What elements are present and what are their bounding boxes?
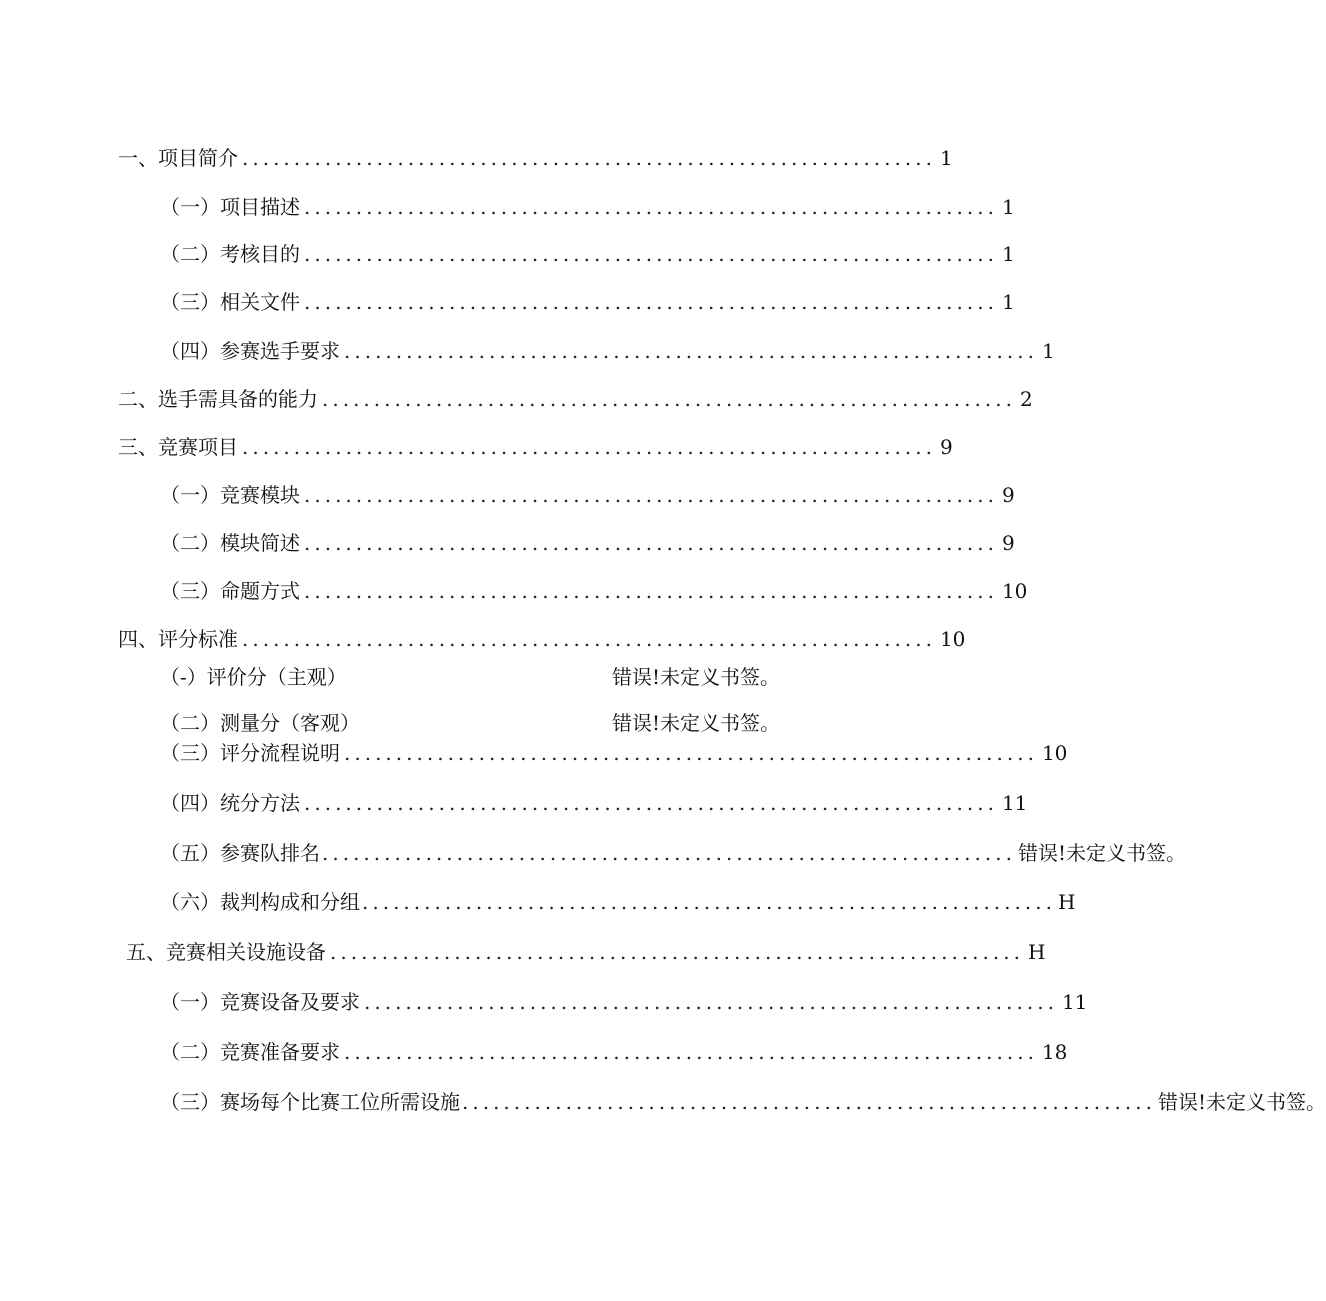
dot-leader: ................................................................... xyxy=(304,791,998,815)
toc-entry-page: 18 xyxy=(1041,1040,1068,1064)
toc-entry-label: （二）考核目的 xyxy=(160,242,300,266)
toc-entry-page: H xyxy=(1057,890,1076,914)
dot-leader: ................................................................... xyxy=(304,483,998,507)
toc-entry[interactable] xyxy=(126,939,1046,965)
toc-entry-label: （一）竞赛模块 xyxy=(160,483,300,507)
toc-entry-label: （一）项目描述 xyxy=(160,195,300,219)
dot-leader: ................................................................... xyxy=(344,339,1038,363)
toc-entry-label: 四、评分标准 xyxy=(118,627,238,651)
toc-entry-page: 1 xyxy=(1041,339,1055,363)
dot-leader: ................................................................... xyxy=(364,990,1058,1014)
toc-entry[interactable] xyxy=(160,1039,1068,1065)
toc-entry-page: H xyxy=(1027,940,1046,964)
toc-entry-page: 1 xyxy=(1001,290,1015,314)
dot-leader: ................................................................... xyxy=(242,627,936,651)
toc-entry-label: （三）相关文件 xyxy=(160,290,300,314)
toc-entry[interactable] xyxy=(160,578,1028,604)
toc-entry-page: 错误!未定义书签。 xyxy=(1017,841,1186,865)
toc-entry[interactable] xyxy=(118,386,1033,412)
toc-entry-label: 三、竞赛项目 xyxy=(118,435,238,459)
toc-entry[interactable] xyxy=(160,530,1015,556)
toc-entry[interactable] xyxy=(160,1089,1326,1115)
dot-leader: ................................................................... xyxy=(304,242,998,266)
toc-entry-page: 2 xyxy=(1019,387,1033,411)
toc-entry-label: （一）竞赛设备及要求 xyxy=(160,990,360,1014)
toc-entry-page: 错误!未定义书签。 xyxy=(611,711,780,735)
toc-entry[interactable] xyxy=(160,710,780,736)
toc-entry-page: 1 xyxy=(1001,195,1015,219)
toc-entry[interactable] xyxy=(118,434,953,460)
toc-entry-label: （三）命题方式 xyxy=(160,579,300,603)
toc-entry[interactable] xyxy=(118,626,966,652)
toc-entry-label: 五、竞赛相关设施设备 xyxy=(126,940,326,964)
toc-entry-page: 9 xyxy=(939,435,953,459)
toc-entry-page: 1 xyxy=(939,146,953,170)
toc-entry-page: 10 xyxy=(1041,741,1068,765)
toc-entry-label: （二）模块简述 xyxy=(160,531,300,555)
toc-entry[interactable] xyxy=(160,664,780,690)
toc-entry-label: （-）评价分（主观） xyxy=(160,665,347,689)
toc-entry[interactable] xyxy=(160,241,1015,267)
dot-leader: ................................................................... xyxy=(330,940,1024,964)
dot-leader: ................................................................... xyxy=(304,531,998,555)
toc-entry-page: 1 xyxy=(1001,242,1015,266)
toc-entry[interactable] xyxy=(160,338,1055,364)
toc-entry-page: 11 xyxy=(1061,990,1088,1014)
toc-entry-label: （三）评分流程说明 xyxy=(160,741,340,765)
dot-leader: ................................................................... xyxy=(344,1040,1038,1064)
toc-entry[interactable] xyxy=(160,289,1015,315)
dot-leader: ................................................................... xyxy=(304,579,998,603)
dot-leader: ................................................................... xyxy=(322,841,1016,865)
dot-leader: ................................................................... xyxy=(462,1090,1156,1114)
toc-entry-page: 错误!未定义书签。 xyxy=(1157,1090,1326,1114)
toc-entry[interactable] xyxy=(160,194,1015,220)
dot-leader: ................................................................... xyxy=(344,741,1038,765)
toc-entry-label: 一、项目简介 xyxy=(118,146,238,170)
toc-entry[interactable] xyxy=(160,740,1068,766)
toc-entry-label: （二）测量分（客观） xyxy=(160,711,360,735)
toc-entry[interactable] xyxy=(160,889,1076,915)
toc-entry-label: （三）赛场每个比赛工位所需设施 xyxy=(160,1090,460,1114)
dot-leader: ................................................................... xyxy=(304,290,998,314)
toc-entry-label: （五）参赛队排名 xyxy=(160,841,320,865)
toc-entry-page: 10 xyxy=(1001,579,1028,603)
toc-entry-label: 二、选手需具备的能力 xyxy=(118,387,318,411)
toc-entry[interactable] xyxy=(160,790,1028,816)
toc-entry-label: （四）参赛选手要求 xyxy=(160,339,340,363)
toc-entry-page: 10 xyxy=(939,627,966,651)
toc-entry[interactable] xyxy=(160,482,1015,508)
dot-leader: ................................................................... xyxy=(304,195,998,219)
dot-leader: ................................................................... xyxy=(242,146,936,170)
toc-entry[interactable] xyxy=(118,145,953,171)
toc-entry-label: （四）统分方法 xyxy=(160,791,300,815)
toc-entry-label: （六）裁判构成和分组 xyxy=(160,890,360,914)
dot-leader: ................................................................... xyxy=(362,890,1056,914)
toc-entry-page: 9 xyxy=(1001,531,1015,555)
toc-entry[interactable] xyxy=(160,989,1088,1015)
dot-leader: ................................................................... xyxy=(242,435,936,459)
toc-entry[interactable] xyxy=(160,840,1186,866)
dot-leader: ................................................................... xyxy=(322,387,1016,411)
toc-entry-label: （二）竞赛准备要求 xyxy=(160,1040,340,1064)
toc-entry-page: 9 xyxy=(1001,483,1015,507)
toc-entry-page: 11 xyxy=(1001,791,1028,815)
toc-entry-page: 错误!未定义书签。 xyxy=(611,665,780,689)
